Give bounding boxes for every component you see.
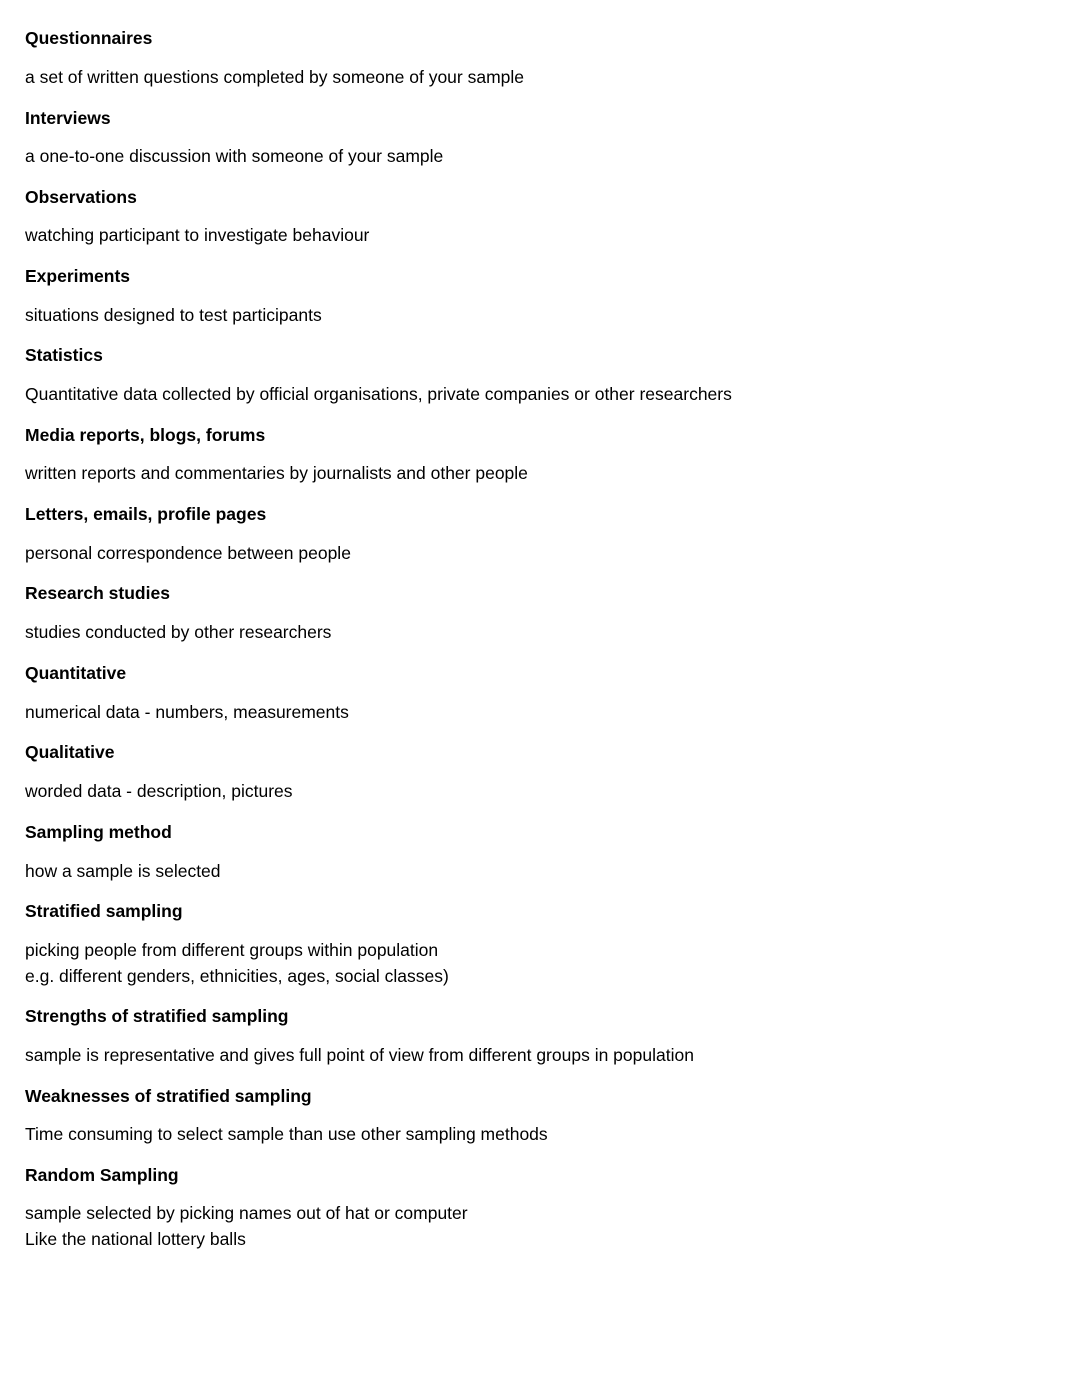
term-definition: picking people from different groups within population — [25, 940, 439, 960]
term-definition: how a sample is selected — [25, 861, 221, 881]
term-definition: sample selected by picking names out of hat or computer — [25, 1203, 468, 1223]
term-definition: Time consuming to select sample than use other sampling methods — [25, 1124, 548, 1144]
term-heading: Stratified sampling — [25, 901, 183, 921]
term-heading: Observations — [25, 187, 137, 207]
term-definition: studies conducted by other researchers — [25, 622, 332, 642]
term-heading: Weaknesses of stratified sampling — [25, 1086, 312, 1106]
term-heading: Letters, emails, profile pages — [25, 504, 267, 524]
term-heading: Sampling method — [25, 822, 172, 842]
term-heading: Qualitative — [25, 742, 115, 762]
term-heading: Questionnaires — [25, 28, 153, 48]
term-definition: a set of written questions completed by someone of your sample — [25, 67, 525, 87]
term-heading: Research studies — [25, 583, 170, 603]
term-definition: Quantitative data collected by official organisations, private companies or other researchers — [25, 384, 732, 404]
term-heading: Random Sampling — [25, 1165, 179, 1185]
term-definition: a one-to-one discussion with someone of your sample — [25, 146, 444, 166]
term-heading: Experiments — [25, 266, 131, 286]
term-definition: written reports and commentaries by journalists and other people — [25, 463, 528, 483]
term-definition: sample is representative and gives full point of view from different groups in population — [25, 1045, 694, 1065]
term-definition: situations designed to test participants — [25, 305, 322, 325]
term-definition: worded data - description, pictures — [25, 781, 293, 801]
term-heading: Statistics — [25, 345, 103, 365]
term-definition: watching participant to investigate behaviour — [25, 225, 370, 245]
term-definition: personal correspondence between people — [25, 543, 351, 563]
term-heading: Quantitative — [25, 663, 127, 683]
term-heading: Media reports, blogs, forums — [25, 425, 266, 445]
term-heading: Strengths of stratified sampling — [25, 1006, 289, 1026]
term-definition: numerical data - numbers, measurements — [25, 702, 349, 722]
term-definition: e.g. different genders, ethnicities, ages, social classes) — [25, 966, 449, 986]
term-definition: Like the national lottery balls — [25, 1229, 246, 1249]
term-heading: Interviews — [25, 108, 111, 128]
